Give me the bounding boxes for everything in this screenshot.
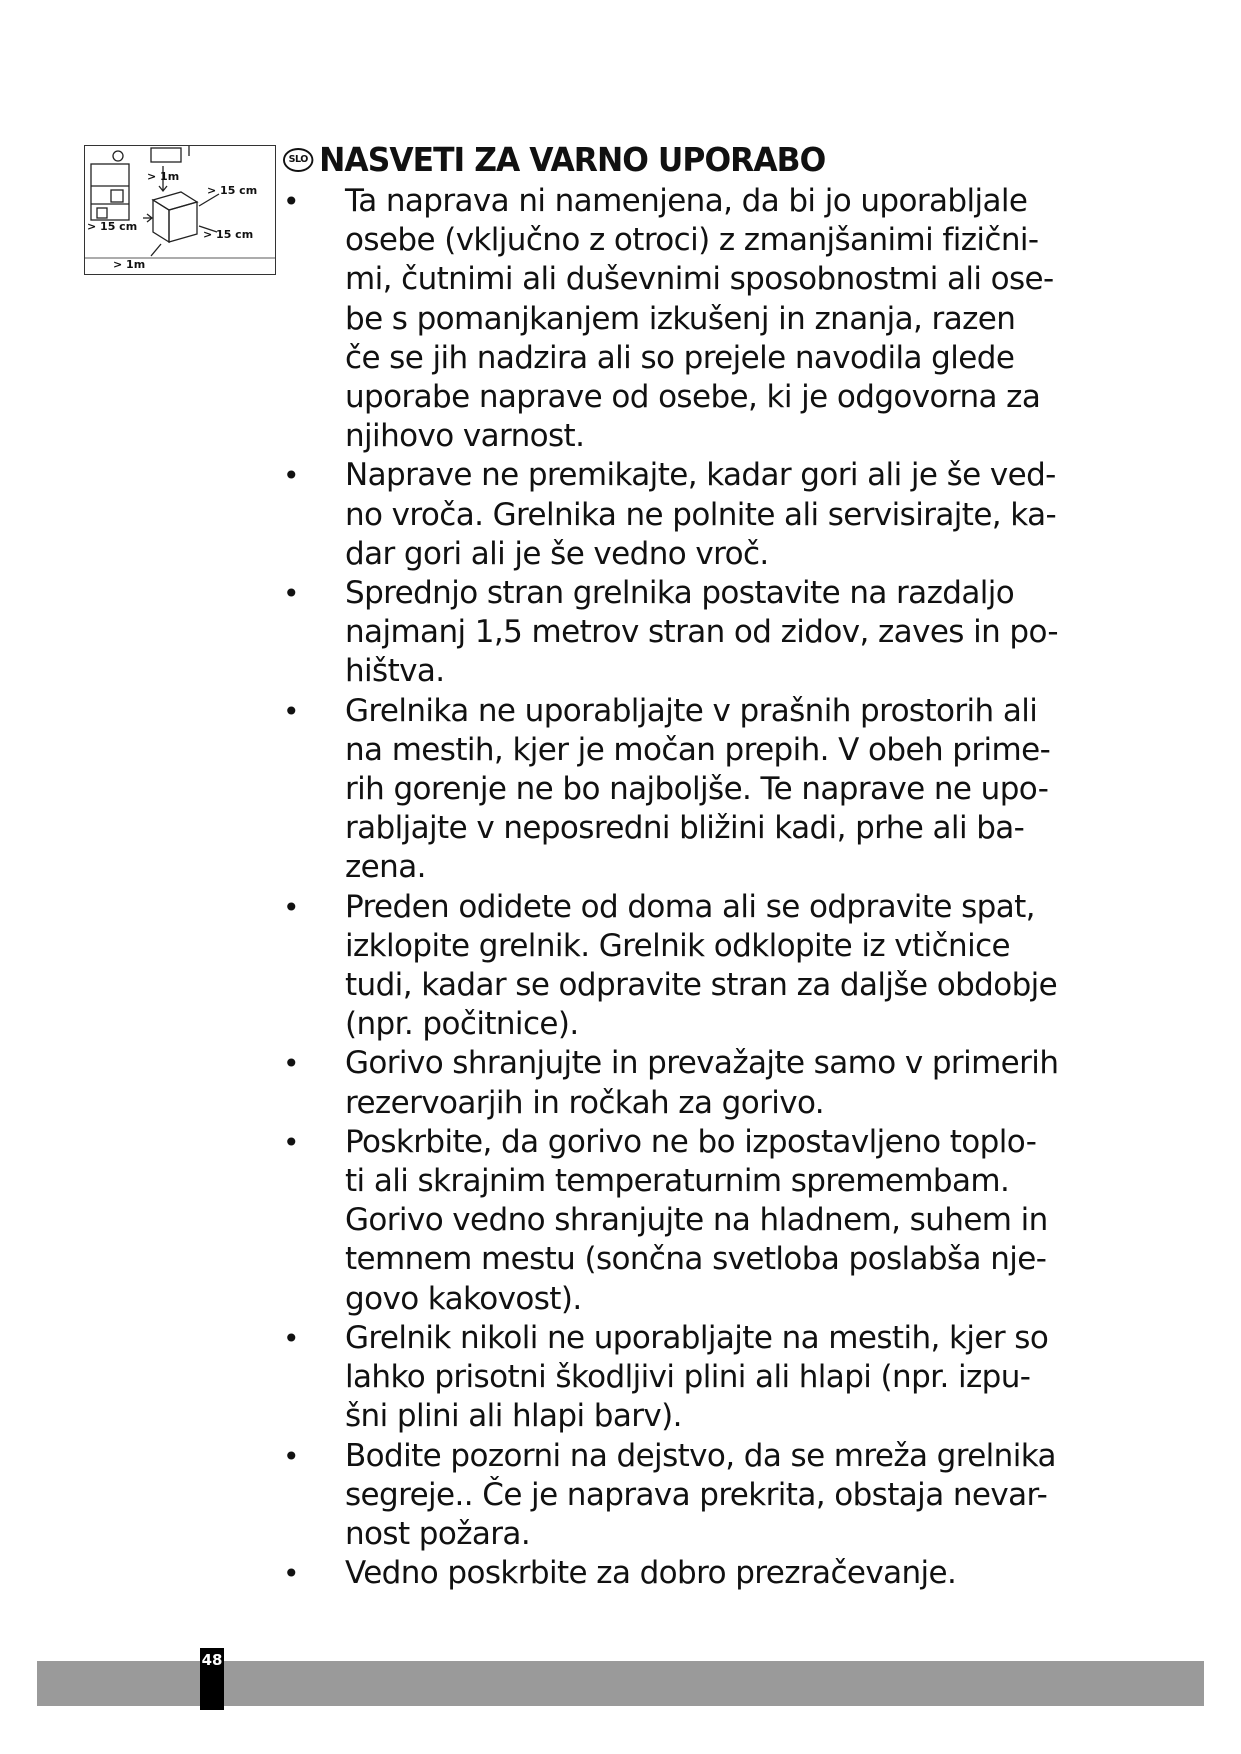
text-line: tudi, kadar se odpravite stran za daljše obdobje [345, 967, 1058, 1004]
clearance-diagram-drawing [85, 146, 275, 274]
bullet-icon: • [283, 694, 299, 728]
bullet-icon: • [283, 1047, 299, 1081]
label-right: > 15 cm [207, 184, 258, 197]
label-top: > 1m [147, 170, 180, 183]
list-item [283, 888, 1123, 1045]
text-line: Gorivo vedno shranjujte na hladnem, suhem in [345, 1202, 1048, 1239]
bullet-icon: • [283, 1125, 299, 1159]
safety-section [283, 140, 1123, 1593]
bullet-icon: • [283, 1557, 299, 1591]
text-line: temnem mestu (sončna svetloba poslabša nje- [345, 1241, 1047, 1278]
text-line: šni plini ali hlapi barv). [345, 1398, 682, 1435]
text-line: Vedno poskrbite za dobro prezračevanje. [345, 1555, 957, 1592]
text-line: be s pomanjkanjem izkušenj in znanja, razen [345, 300, 1016, 337]
bullet-icon: • [283, 890, 299, 924]
text-line: zena. [345, 849, 426, 886]
bullet-icon: • [283, 459, 299, 493]
text-line: njihovo varnost. [345, 418, 585, 455]
text-line: Preden odidete od doma ali se odpravite spat, [345, 888, 1035, 925]
text-line: Bodite pozorni na dejstvo, da se mreža grelnika [345, 1437, 1056, 1474]
text-line: Grelnika ne uporabljajte v prašnih prostorih ali [345, 692, 1038, 729]
list-item [283, 456, 1123, 574]
text-line: Poskrbite, da gorivo ne bo izpostavljeno toplo- [345, 1123, 1037, 1160]
text-line: (npr. počitnice). [345, 1006, 579, 1043]
list-item [283, 1123, 1123, 1319]
text-line: rezervoarjih in ročkah za gorivo. [345, 1084, 825, 1121]
text-line: segreje.. Če je naprava prekrita, obstaja nevar- [345, 1476, 1048, 1513]
list-item [283, 1319, 1123, 1437]
text-line: rih gorenje ne bo najboljše. Te naprave ne upo- [345, 771, 1049, 808]
text-line: na mestih, kjer je močan prepih. V obeh prime- [345, 731, 1051, 768]
text-line: najmanj 1,5 metrov stran od zidov, zaves in po- [345, 614, 1059, 651]
text-line: Sprednjo stran grelnika postavite na razdaljo [345, 575, 1015, 612]
clearance-diagram [84, 145, 276, 275]
bullet-icon: • [283, 1321, 299, 1355]
language-badge-icon: SLO [283, 148, 313, 172]
text-line: govo kakovost). [345, 1280, 582, 1317]
text-line: Naprave ne premikajte, kadar gori ali je še ved- [345, 457, 1056, 494]
list-item [283, 574, 1123, 692]
bullet-icon: • [283, 1439, 299, 1473]
text-line: mi, čutnimi ali duševnimi sposobnostmi ali ose- [345, 261, 1054, 298]
safety-list [283, 182, 1123, 1593]
text-line: Ta naprava ni namenjena, da bi jo uporabljale [345, 183, 1028, 219]
list-item [283, 1437, 1123, 1555]
section-heading [283, 140, 1081, 180]
label-bottom: > 1m [113, 258, 146, 271]
page-number: 48 [200, 1648, 224, 1710]
text-line: lahko prisotni škodljivi plini ali hlapi (npr. izpu- [345, 1359, 1031, 1396]
text-line: če se jih nadzira ali so prejele navodila glede [345, 339, 1015, 376]
text-line: Gorivo shranjujte in prevažajte samo v primerih [345, 1045, 1059, 1082]
list-item [283, 182, 1123, 456]
list-item [283, 1044, 1123, 1122]
text-line: izklopite grelnik. Grelnik odklopite iz vtičnice [345, 927, 1010, 964]
section-title: NASVETI ZA VARNO UPORABO [319, 140, 826, 179]
text-line: osebe (vključno z otroci) z zmanjšanimi fizični- [345, 222, 1039, 259]
text-line: nost požara. [345, 1515, 531, 1552]
bullet-icon: • [283, 185, 299, 218]
text-line: ti ali skrajnim temperaturnim spremembam. [345, 1163, 1010, 1200]
list-item [283, 692, 1123, 888]
label-right-low: > 15 cm [203, 228, 254, 241]
text-line: rabljajte v neposredni bližini kadi, prhe ali ba- [345, 810, 1025, 847]
text-line: hištva. [345, 653, 445, 690]
bullet-icon: • [283, 577, 299, 611]
text-line: dar gori ali je še vedno vroč. [345, 535, 769, 572]
text-line: uporabe naprave od osebe, ki je odgovorna za [345, 379, 1041, 416]
text-line: Grelnik nikoli ne uporabljajte na mestih, kjer so [345, 1319, 1049, 1356]
text-line: no vroča. Grelnika ne polnite ali servisirajte, ka- [345, 496, 1057, 533]
label-left: > 15 cm [87, 220, 138, 233]
list-item [283, 1554, 1123, 1593]
